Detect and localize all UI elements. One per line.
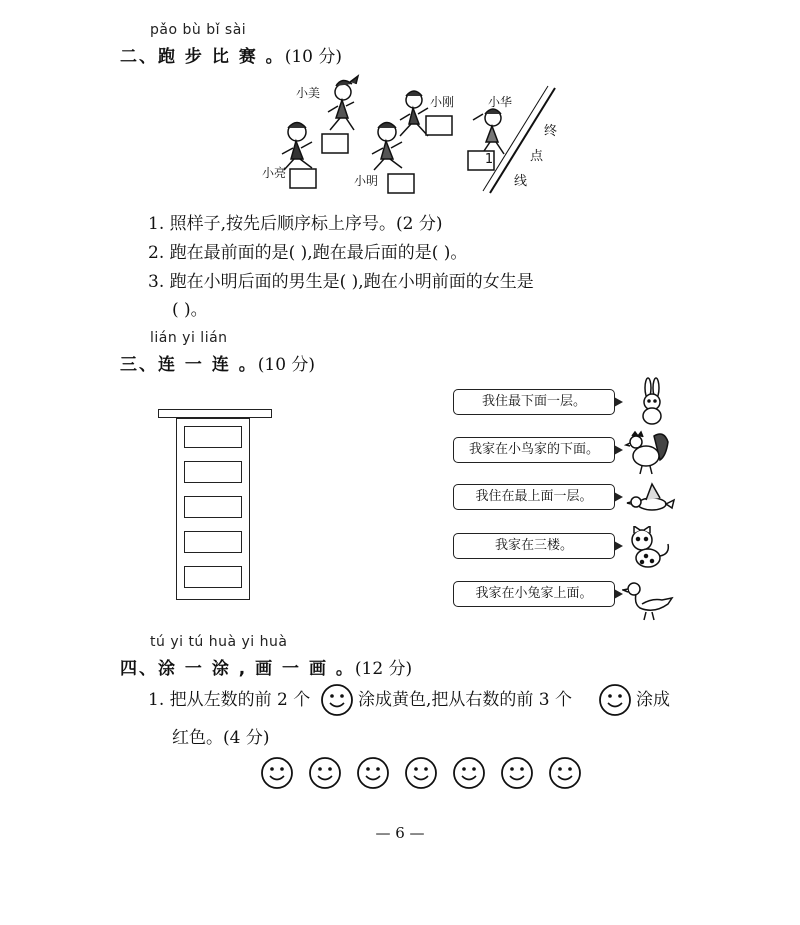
runner-xiaoming [372,123,402,171]
section2-question-2: 2. 跑在最前面的是( ),跑在最后面的是( )。 [148,243,468,263]
bubble-bird: 我住在最上面一层。 [453,484,615,510]
section2-question-3-cont: ( )。 [172,300,208,320]
page-number: — 6 — [375,824,425,842]
smiley-icon-5[interactable] [452,756,486,790]
runner-xiaogang [400,91,428,136]
section2-title: 二、跑 步 比 赛 。 [120,47,285,67]
section4-heading [120,654,412,679]
box-xiaoliang[interactable] [290,169,316,188]
building-floor-4[interactable] [184,461,242,483]
smiley-icon-6[interactable] [500,756,534,790]
section2-question-1: 1. 照样子,按先后顺序标上序号。(2 分) [148,214,443,234]
building-roof [158,409,272,418]
box-xiaomei[interactable] [322,134,348,153]
section3-title: 三、连 一 连 。 [120,355,258,375]
smiley-icon-inline-2 [598,683,632,717]
section3-heading [120,350,315,375]
rooster-icon[interactable] [624,426,674,476]
section4-points: (12 分) [354,659,413,679]
section4-title: 四、涂 一 涂 , 画 一 画 。 [120,659,355,679]
box-xiaogang[interactable] [426,116,452,135]
section2-points: (10 分) [284,47,342,67]
label-finish-1: 终 [544,124,558,139]
bubble-cat: 我家在三楼。 [453,533,615,559]
smiley-icon-7[interactable] [548,756,582,790]
section4-question-1-line2: 红色。(4 分) [172,728,270,748]
section4-question-1-part2: 涂成黄色,把从右数的前 3 个 [358,690,573,710]
bubble-duck: 我家在小兔家上面。 [453,581,615,607]
smiley-icon-2[interactable] [308,756,342,790]
smiley-row [260,756,590,792]
smiley-icon-3[interactable] [356,756,390,790]
section2-heading [120,42,342,67]
section4-pinyin: tú yi tú huà yi huà [150,634,288,650]
cat-icon[interactable] [624,526,674,570]
runner-xiaomei [328,76,358,130]
section3-points: (10 分) [257,355,316,375]
label-xiaogang: 小刚 [430,95,455,109]
smiley-icon-inline-1 [320,683,354,717]
building-floor-1[interactable] [184,566,242,588]
building-floor-3[interactable] [184,496,242,518]
bubble-rabbit: 我住最下面一层。 [453,389,615,415]
building-floor-5[interactable] [184,426,242,448]
label-xiaohua: 小华 [488,95,513,109]
label-xiaoming: 小明 [354,174,379,188]
rabbit-icon[interactable] [628,376,676,426]
smiley-icon-4[interactable] [404,756,438,790]
label-finish-3: 线 [514,174,528,189]
section4-question-1-part3: 涂成 [636,690,670,710]
label-finish-2: 点 [530,149,544,164]
building-floor-2[interactable] [184,531,242,553]
section3-pinyin: lián yi lián [150,330,228,346]
bird-icon[interactable] [626,482,676,518]
example-number: 1 [484,152,494,167]
runner-xiaohua [473,109,504,154]
section4-question-1-part1: 1. 把从左数的前 2 个 [148,690,311,710]
runner-xiaoliang [282,123,312,171]
box-xiaoming[interactable] [388,174,414,193]
bubble-rooster: 我家在小鸟家的下面。 [453,437,615,463]
smiley-icon-1[interactable] [260,756,294,790]
section2-question-3: 3. 跑在小明后面的男生是( ),跑在小明前面的女生是 [148,272,534,292]
duck-icon[interactable] [622,580,674,622]
label-xiaoliang: 小亮 [262,166,287,180]
label-xiaomei: 小美 [296,86,321,100]
section2-pinyin: pǎo bù bǐ sài [150,22,247,38]
